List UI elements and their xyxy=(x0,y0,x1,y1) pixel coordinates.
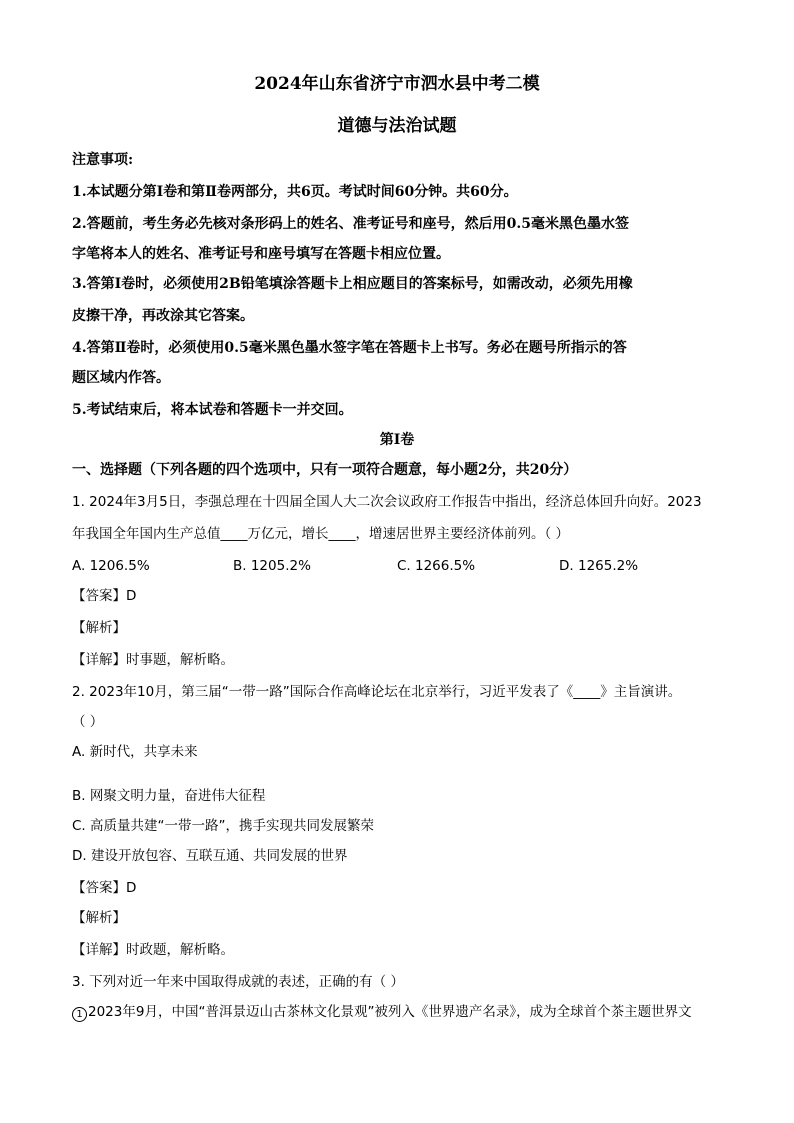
detail-tag: 【详解】 xyxy=(72,652,126,668)
q2-option-c: C. 高质量共建“一带一路”，携手实现共同发展繁荣 xyxy=(72,818,374,834)
q2-option-d: D. 建设开放包容、互联互通、共同发展的世界 xyxy=(72,848,348,864)
note-line: 题区域内作答。 xyxy=(72,370,170,386)
note-line: 3.答第Ⅰ卷时，必须使用2B铅笔填涂答题卡上相应题目的答案标号，如需改动，必须先用橡 xyxy=(72,276,633,292)
q1-stem-line1: 1. 2024年3月5日，李强总理在十四届全国人大二次会议政府工作报告中指出，经济总体回升向好。2023 xyxy=(72,494,702,510)
exam-title: 2024年山东省济宁市泗水县中考二模 xyxy=(254,74,540,94)
q2-option-b: B. 网聚文明力量，奋进伟大征程 xyxy=(72,788,266,804)
note-line: 5.考试结束后，将本试卷和答题卡一并交回。 xyxy=(72,402,353,418)
answer-value: D xyxy=(126,880,137,896)
detail-text: 时事题，解析略。 xyxy=(126,652,234,668)
note-line: 2.答题前，考生务必先核对条形码上的姓名、准考证号和座号，然后用0.5毫米黑色墨水签 xyxy=(72,216,629,232)
q3-item-1-text: 2023年9月，中国“普洱景迈山古茶林文化景观”被列入《世界遗产名录》，成为全球首个茶主题世界文 xyxy=(88,1004,692,1020)
q3-item-1 xyxy=(72,1002,692,1022)
q1-option-b: B. 1205.2% xyxy=(233,558,311,574)
q1-option-c: C. 1266.5% xyxy=(397,558,476,574)
q3-stem: 3. 下列对近一年来中国取得成就的表述，正确的有（ ） xyxy=(72,974,404,990)
detail-tag: 【详解】 xyxy=(72,942,126,958)
answer-tag: 【答案】 xyxy=(72,588,126,604)
q1-analysis-tag: 【解析】 xyxy=(72,620,126,636)
part-heading: 一、选择题（下列各题的四个选项中，只有一项符合题意，每小题2分，共20分） xyxy=(72,462,578,478)
q2-detail xyxy=(72,940,234,960)
q2-analysis-tag: 【解析】 xyxy=(72,910,126,926)
answer-tag: 【答案】 xyxy=(72,880,126,896)
notes-heading: 注意事项: xyxy=(72,152,134,168)
q2-stem-line1: 2. 2023年10月，第三届“一带一路”国际合作高峰论坛在北京举行，习近平发表了《____》主旨演讲。 xyxy=(72,684,682,700)
q1-option-d: D. 1265.2% xyxy=(559,558,639,574)
q2-option-a: A. 新时代，共享未来 xyxy=(72,744,198,760)
detail-text: 时政题，解析略。 xyxy=(126,942,234,958)
note-line: 1.本试题分第Ⅰ卷和第Ⅱ卷两部分，共6页。考试时间60分钟。共60分。 xyxy=(72,184,518,200)
q1-answer xyxy=(72,586,136,606)
q1-option-a: A. 1206.5% xyxy=(72,558,150,574)
note-line: 字笔将本人的姓名、准考证号和座号填写在答题卡相应位置。 xyxy=(72,246,450,262)
note-line: 4.答第Ⅱ卷时，必须使用0.5毫米黑色墨水签字笔在答题卡上书写。务必在题号所指示的答 xyxy=(72,340,627,356)
exam-subtitle: 道德与法治试题 xyxy=(337,116,457,136)
answer-value: D xyxy=(126,588,137,604)
note-line: 皮擦干净，再改涂其它答案。 xyxy=(72,308,254,324)
section-title: 第Ⅰ卷 xyxy=(379,432,415,448)
q2-stem-line2: （ ） xyxy=(72,714,104,730)
item-number-marker: 1 xyxy=(72,1007,87,1022)
q1-detail xyxy=(72,650,234,670)
q2-answer xyxy=(72,878,136,898)
q1-stem-line2: 年我国全年国内生产总值____万亿元，增长____，增速居世界主要经济体前列。（ ） xyxy=(72,526,570,542)
